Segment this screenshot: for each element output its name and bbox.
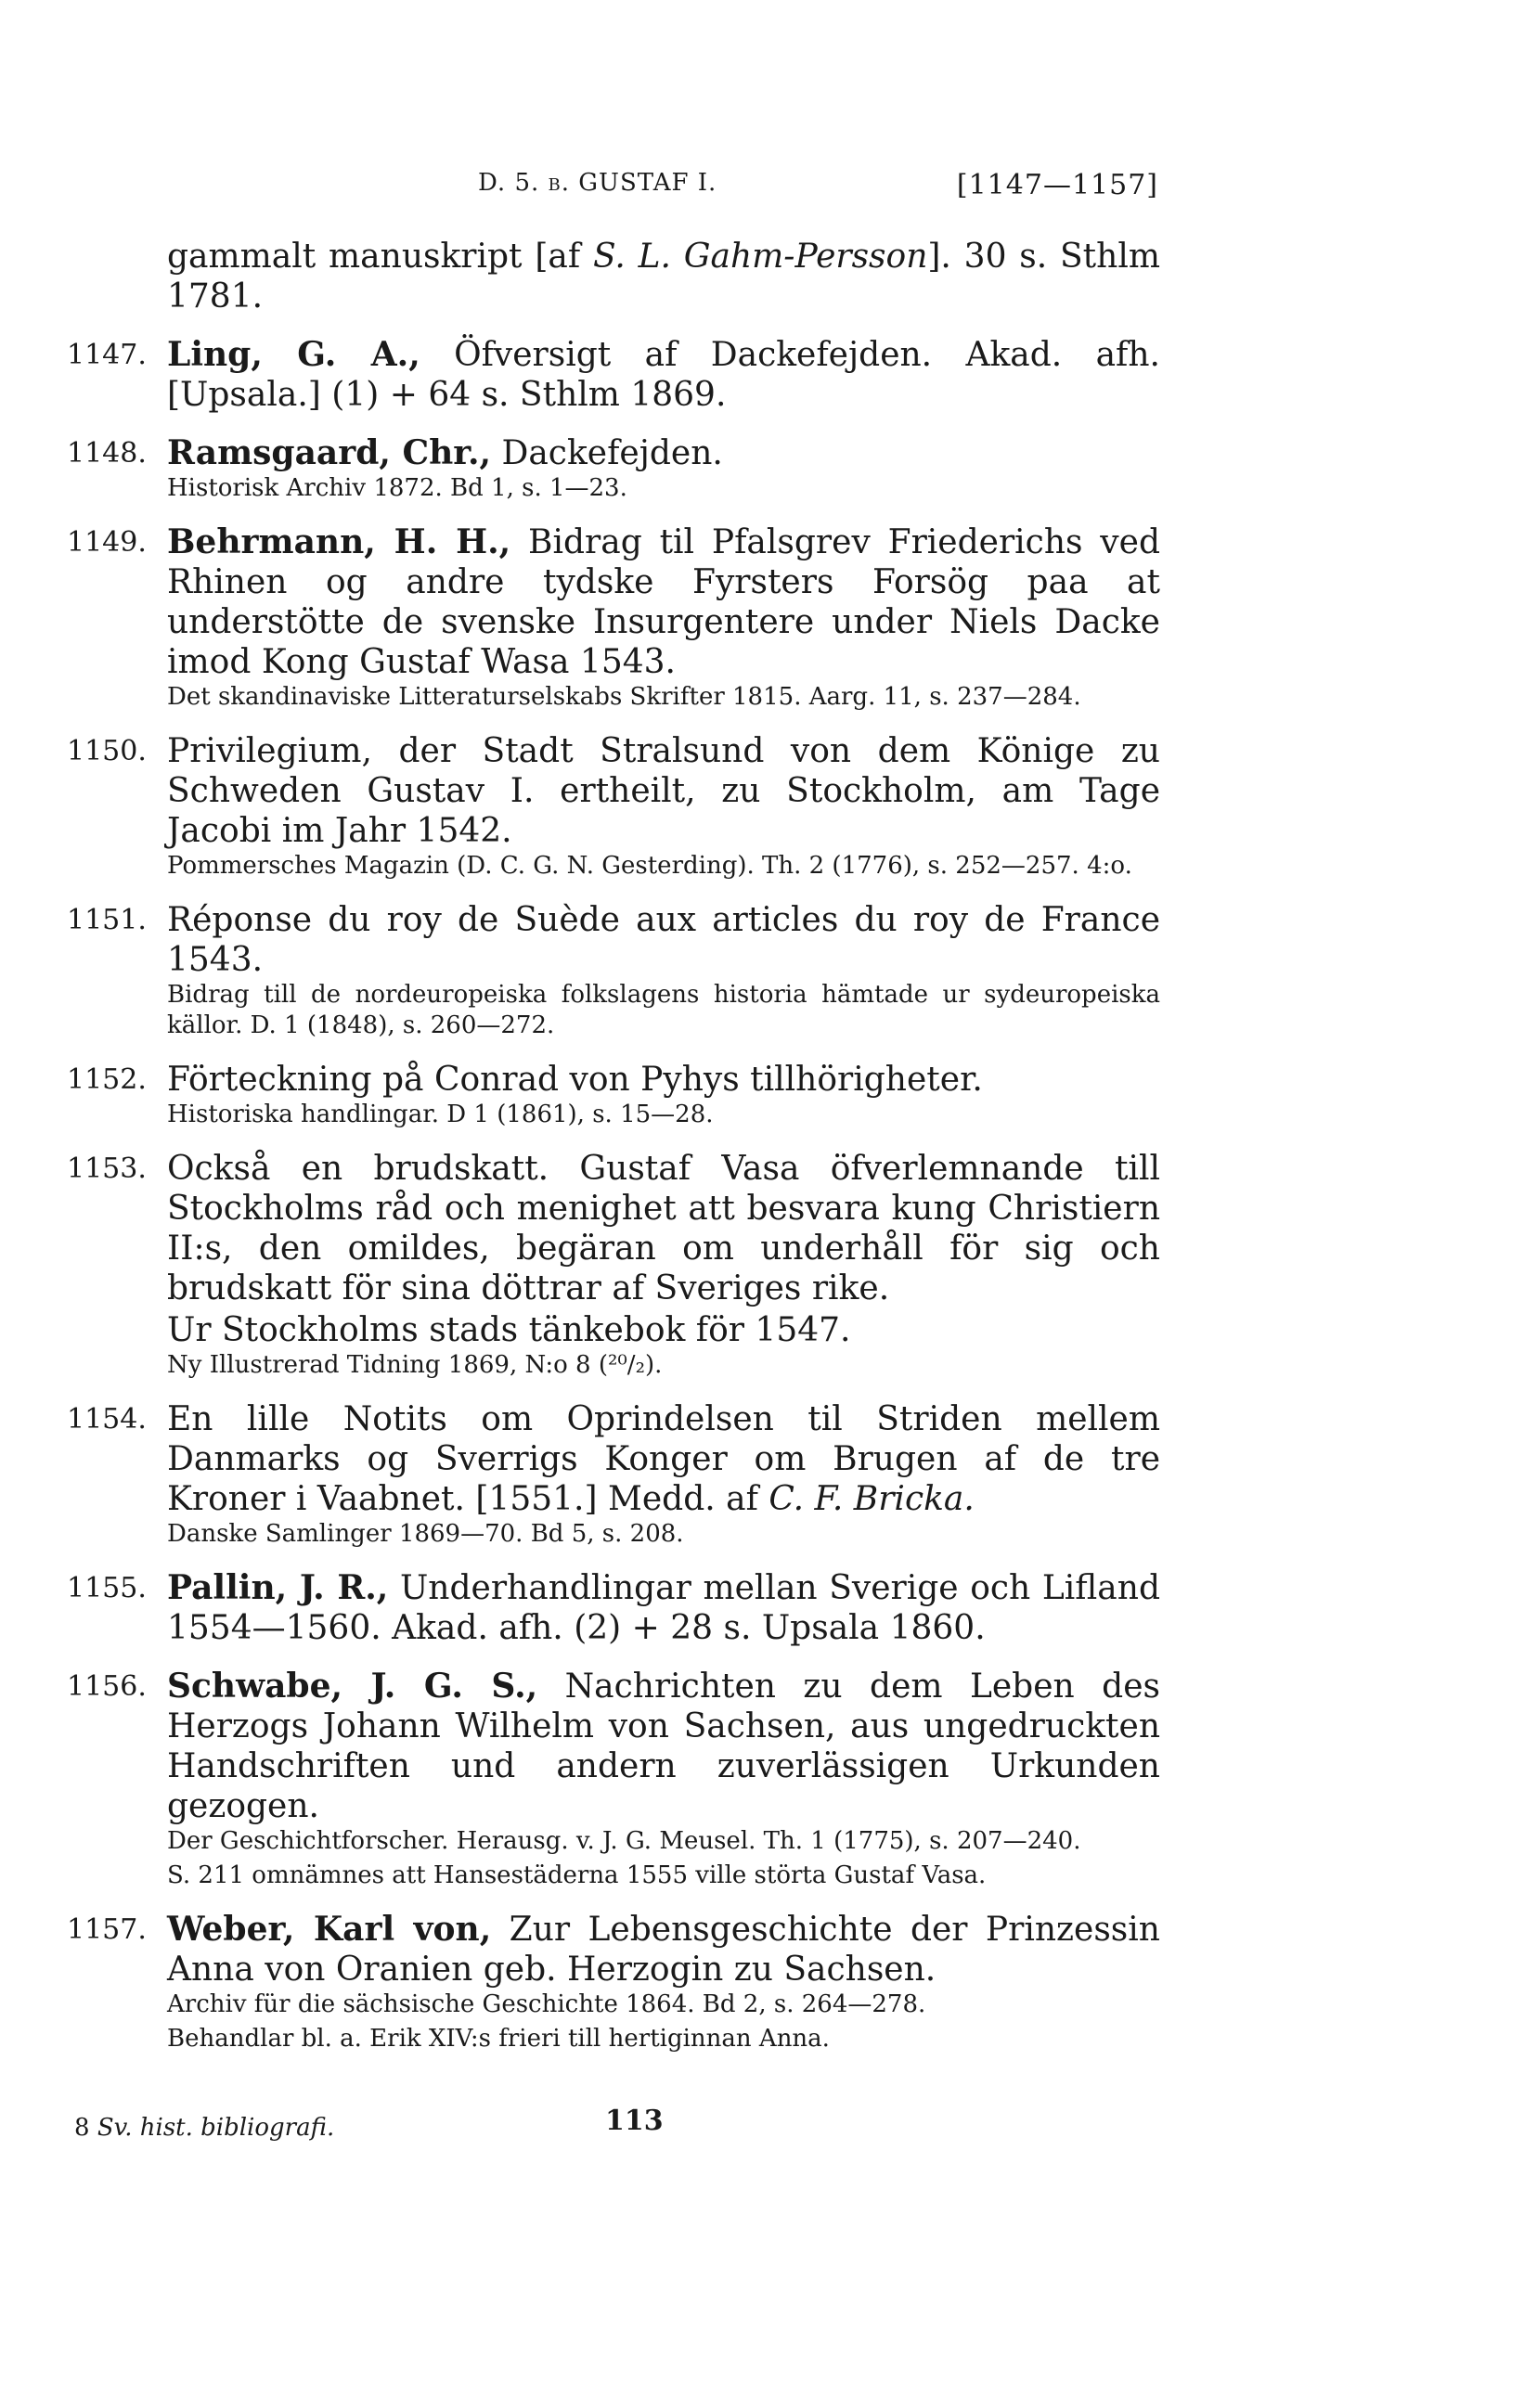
entry-1157 (67, 1910, 1160, 2054)
entry-main: gammalt manuskript [af S. L. Gahm-Persson]. 30 s. Sthlm 1781. (167, 238, 1160, 315)
entry-author: Ling, G. A., (167, 335, 420, 374)
entry-main (167, 522, 1160, 682)
entry-editor: S. L. Gahm-Persson (592, 238, 928, 276)
entry-author: Pallin, J. R., (167, 1568, 389, 1607)
entry-title: Zur Lebensgeschichte der Prinzessin Anna von Oranien geb. Herzogin zu Sachsen. (167, 1911, 1160, 1989)
entry-author: Weber, Karl von, (167, 1910, 492, 1949)
entry-title: Förteckning på Conrad von Pyhys tillhörigheter. (167, 1061, 983, 1099)
page-footer (74, 2105, 1160, 2145)
entry-number: 1151. (67, 904, 147, 936)
entry-editor: C. F. Bricka. (768, 1480, 975, 1518)
entry-title: Öfversigt af Dackefejden. Akad. afh. [Upsala.] (1) + 64 s. Sthlm 1869. (167, 336, 1160, 414)
entry-main (167, 1667, 1160, 1826)
entry-number: 1148. (67, 437, 147, 470)
entry-main (167, 433, 1160, 473)
entry-title: Réponse du roy de Suède aux articles du roy de France 1543. (167, 901, 1160, 979)
entry-source: Der Geschichtforscher. Herausg. v. J. G. Meusel. Th. 1 (1775), s. 207—240. (167, 1827, 1081, 1855)
entry-title: Bidrag til Pfalsgrev Friederichs ved Rhinen og andre tydske Fyrsters Forsög paa at understötte de svenske Insurgentere under Niels Dacke imod Kong Gustaf Wasa 1543. (167, 523, 1160, 681)
entry-number: 1154. (67, 1403, 147, 1436)
page-number: 113 (605, 2105, 664, 2137)
entry-number: 1156. (67, 1670, 147, 1703)
entry-source: Archiv für die sächsische Geschichte 1864. Bd 2, s. 264—278. (167, 1990, 926, 2018)
entry-number: 1149. (67, 526, 147, 559)
continued-entry (67, 237, 1160, 316)
entry-number: 1153. (67, 1152, 147, 1185)
entry-main (167, 1568, 1160, 1648)
entry-number: 1147. (67, 339, 147, 371)
entry-source: Pommersches Magazin (D. C. G. N. Gesterding). Th. 2 (1776), s. 252—257. 4:o. (167, 852, 1132, 880)
entry-number: 1152. (67, 1063, 147, 1096)
entry-main (167, 1399, 1160, 1519)
entry-1154 (67, 1399, 1160, 1550)
entry-1153 (67, 1149, 1160, 1381)
entry-1152 (67, 1060, 1160, 1130)
entry-number: 1157. (67, 1913, 147, 1946)
header-section-title: D. 5. b. GUSTAF I. (478, 169, 717, 197)
entry-title: Också en brudskatt. Gustaf Vasa öfverlemnande till Stockholms råd och menighet att besvara kung Christiern II:s, den omildes, begäran om underhåll för sig och brudskatt för sina döttrar af Sveriges rike. (167, 1150, 1160, 1307)
entry-title: Nachrichten zu dem Leben des Herzogs Johann Wilhelm von Sachsen, aus ungedruckten Handschriften und andern zuverlässigen Urkunden gezogen. (167, 1668, 1160, 1825)
entry-title: Privilegium, der Stadt Stralsund von dem Könige zu Schweden Gustav I. ertheilt, zu Stockholm, am Tage Jacobi im Jahr 1542. (167, 732, 1160, 850)
entry-1148 (67, 433, 1160, 504)
entry-1151 (67, 900, 1160, 1041)
entry-source: Ny Illustrerad Tidning 1869, N:o 8 (²⁰/₂). (167, 1351, 663, 1379)
entry-title: En lille Notits om Oprindelsen til Striden mellem Danmarks og Sverrigs Konger om Brugen af de tre Kroner i Vaabnet. [1551.] Medd. af (167, 1400, 1160, 1518)
entry-1147 (67, 335, 1160, 415)
entry-source: Historisk Archiv 1872. Bd 1, s. 1—23. (167, 474, 627, 502)
entry-number: 1150. (67, 735, 147, 767)
entry-source: Det skandinaviske Litteraturselskabs Skrifter 1815. Aarg. 11, s. 237—284. (167, 683, 1081, 711)
bibliography-list (67, 237, 1160, 2073)
entry-author: Behrmann, H. H., (167, 522, 511, 561)
entry-1150 (67, 731, 1160, 882)
entry-author: Schwabe, J. G. S., (167, 1667, 538, 1706)
entry-comment: S. 211 omnämnes att Hansestäderna 1555 ville störta Gustaf Vasa. (167, 1861, 987, 1889)
entry-comment: Behandlar bl. a. Erik XIV:s frieri till hertiginnan Anna. (167, 2025, 830, 2053)
entry-1149 (67, 522, 1160, 713)
header-entry-range: [1147—1157] (956, 169, 1158, 201)
entry-source: Historiska handlingar. D 1 (1861), s. 15—28. (167, 1101, 714, 1128)
entry-main (167, 335, 1160, 415)
signature-mark: 8 Sv. hist. bibliografi. (74, 2114, 335, 2142)
running-header (478, 169, 1158, 206)
entry-source: Bidrag till de nordeuropeiska folkslagens historia hämtade ur sydeuropeiska källor. D. 1 (1848), s. 260—272. (167, 981, 1160, 1039)
entry-1156 (67, 1667, 1160, 1891)
entry-number: 1155. (67, 1572, 147, 1604)
entry-subtitle: Ur Stockholms stads tänkebok för 1547. (167, 1311, 851, 1349)
entry-title: Underhandlingar mellan Sverige och Lifland 1554—1560. Akad. afh. (2) + 28 s. Upsala 1860. (167, 1569, 1160, 1647)
entry-title: Dackefejden. (491, 434, 723, 472)
entry-main (167, 1910, 1160, 1989)
entry-author: Ramsgaard, Chr., (167, 433, 492, 472)
entry-1155 (67, 1568, 1160, 1648)
entry-source: Danske Samlinger 1869—70. Bd 5, s. 208. (167, 1520, 684, 1548)
